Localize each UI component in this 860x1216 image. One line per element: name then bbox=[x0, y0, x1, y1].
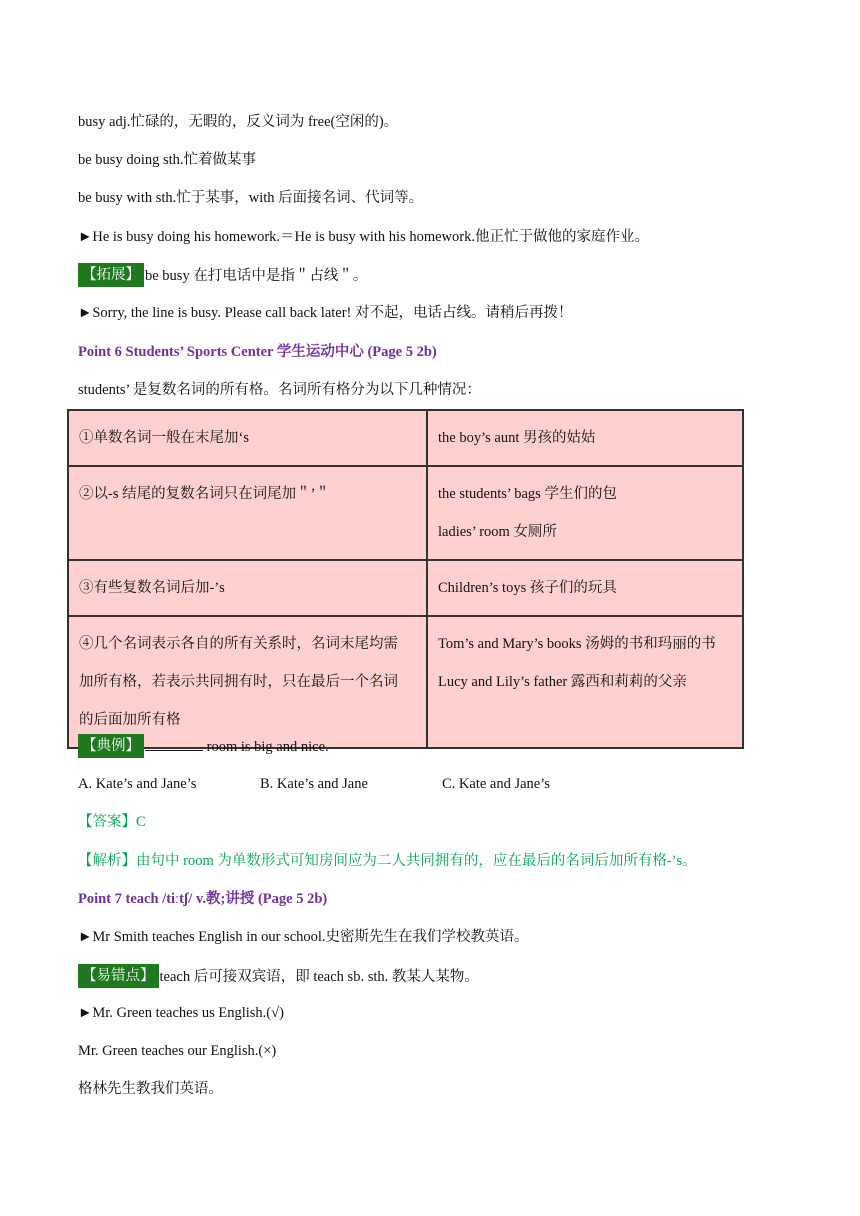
table-cell bbox=[68, 560, 427, 616]
table-cell bbox=[427, 560, 743, 616]
table-cell bbox=[427, 410, 743, 466]
rule-text: 加所有格，若表示共同拥有时，只在最后一个名词 bbox=[79, 674, 398, 690]
table-row bbox=[68, 410, 743, 466]
example-options bbox=[78, 774, 550, 794]
example-text: Tom’s and Mary’s books 汤姆的书和玛丽的书 bbox=[438, 636, 716, 652]
teach-example: ►Mr Smith teaches English in our school.史密斯先生在我们学校教英语。 bbox=[78, 929, 529, 945]
line-busy-example: ►Sorry, the line is busy. Please call back later! 对不起，电话占线。请稍后再拨！ bbox=[78, 305, 573, 321]
table-row bbox=[68, 466, 743, 560]
table-row bbox=[68, 560, 743, 616]
point6-heading: Point 6 Students’ Sports Center 学生运动中心 (Page 5 2b) bbox=[78, 344, 437, 360]
table-cell bbox=[68, 466, 427, 560]
example-text: Children’s toys 孩子们的玩具 bbox=[438, 580, 617, 596]
rule-text: ①单数名词一般在末尾加‘s bbox=[79, 430, 249, 446]
busy-example: ►He is busy doing his homework.＝He is busy with his homework.他正忙于做他的家庭作业。 bbox=[78, 229, 649, 245]
example-question bbox=[78, 735, 329, 759]
error-prone-line bbox=[78, 965, 479, 989]
possessive-intro: students’ 是复数名词的所有格。名词所有格分为以下几种情况： bbox=[78, 382, 481, 398]
possessive-table bbox=[67, 409, 744, 749]
analysis-line: 【解析】由句中 room 为单数形式可知房间应为二人共同拥有的，应在最后的名词后加所有格-’s。 bbox=[78, 853, 697, 869]
error-prone-tag: 【易错点】 bbox=[78, 964, 159, 988]
busy-doing-phrase: be busy doing sth.忙着做某事 bbox=[78, 152, 257, 168]
extension-line bbox=[78, 264, 367, 288]
wrong-example: Mr. Green teaches our English.(×) bbox=[78, 1043, 277, 1059]
translation-line: 格林先生教我们英语。 bbox=[78, 1081, 223, 1097]
example-tag: 【典例】 bbox=[78, 734, 144, 758]
extension-text: be busy 在打电话中是指＂占线＂。 bbox=[145, 268, 368, 284]
point7-heading: Point 7 teach /tiːtʃ/ v.教;讲授 (Page 5 2b) bbox=[78, 891, 328, 907]
correct-example: ►Mr. Green teaches us English.(√) bbox=[78, 1005, 284, 1021]
option-c: C. Kate and Jane’s bbox=[442, 776, 550, 792]
example-sentence: room is big and nice. bbox=[203, 739, 329, 755]
table-cell bbox=[427, 466, 743, 560]
example-text: ladies’ room 女厕所 bbox=[438, 524, 557, 540]
example-text: Lucy and Lily’s father 露西和莉莉的父亲 bbox=[438, 674, 687, 690]
option-a: A. Kate’s and Jane’s bbox=[78, 776, 197, 792]
example-text: the boy’s aunt 男孩的姑姑 bbox=[438, 430, 596, 446]
example-text: the students’ bags 学生们的包 bbox=[438, 486, 617, 502]
table-cell bbox=[68, 616, 427, 748]
table-cell bbox=[68, 410, 427, 466]
rule-text: ②以-s 结尾的复数名词只在词尾加＂’＂ bbox=[79, 486, 330, 502]
rule-text: ③有些复数名词后加-’s bbox=[79, 580, 225, 596]
table-row bbox=[68, 616, 743, 748]
rule-text: ④几个名词表示各自的所有关系时，名词末尾均需 bbox=[79, 636, 398, 652]
table-cell bbox=[427, 616, 743, 748]
busy-with-phrase: be busy with sth.忙于某事，with 后面接名词、代词等。 bbox=[78, 190, 424, 206]
answer-blank bbox=[145, 736, 203, 751]
extension-tag: 【拓展】 bbox=[78, 263, 144, 287]
answer-line: 【答案】C bbox=[78, 814, 146, 830]
rule-text: 的后面加所有格 bbox=[79, 712, 181, 728]
option-b: B. Kate’s and Jane bbox=[260, 776, 368, 792]
error-prone-text: teach 后可接双宾语，即 teach sb. sth. 教某人某物。 bbox=[159, 969, 479, 985]
busy-definition: busy adj.忙碌的，无暇的，反义词为 free(空闲的)。 bbox=[78, 114, 399, 130]
